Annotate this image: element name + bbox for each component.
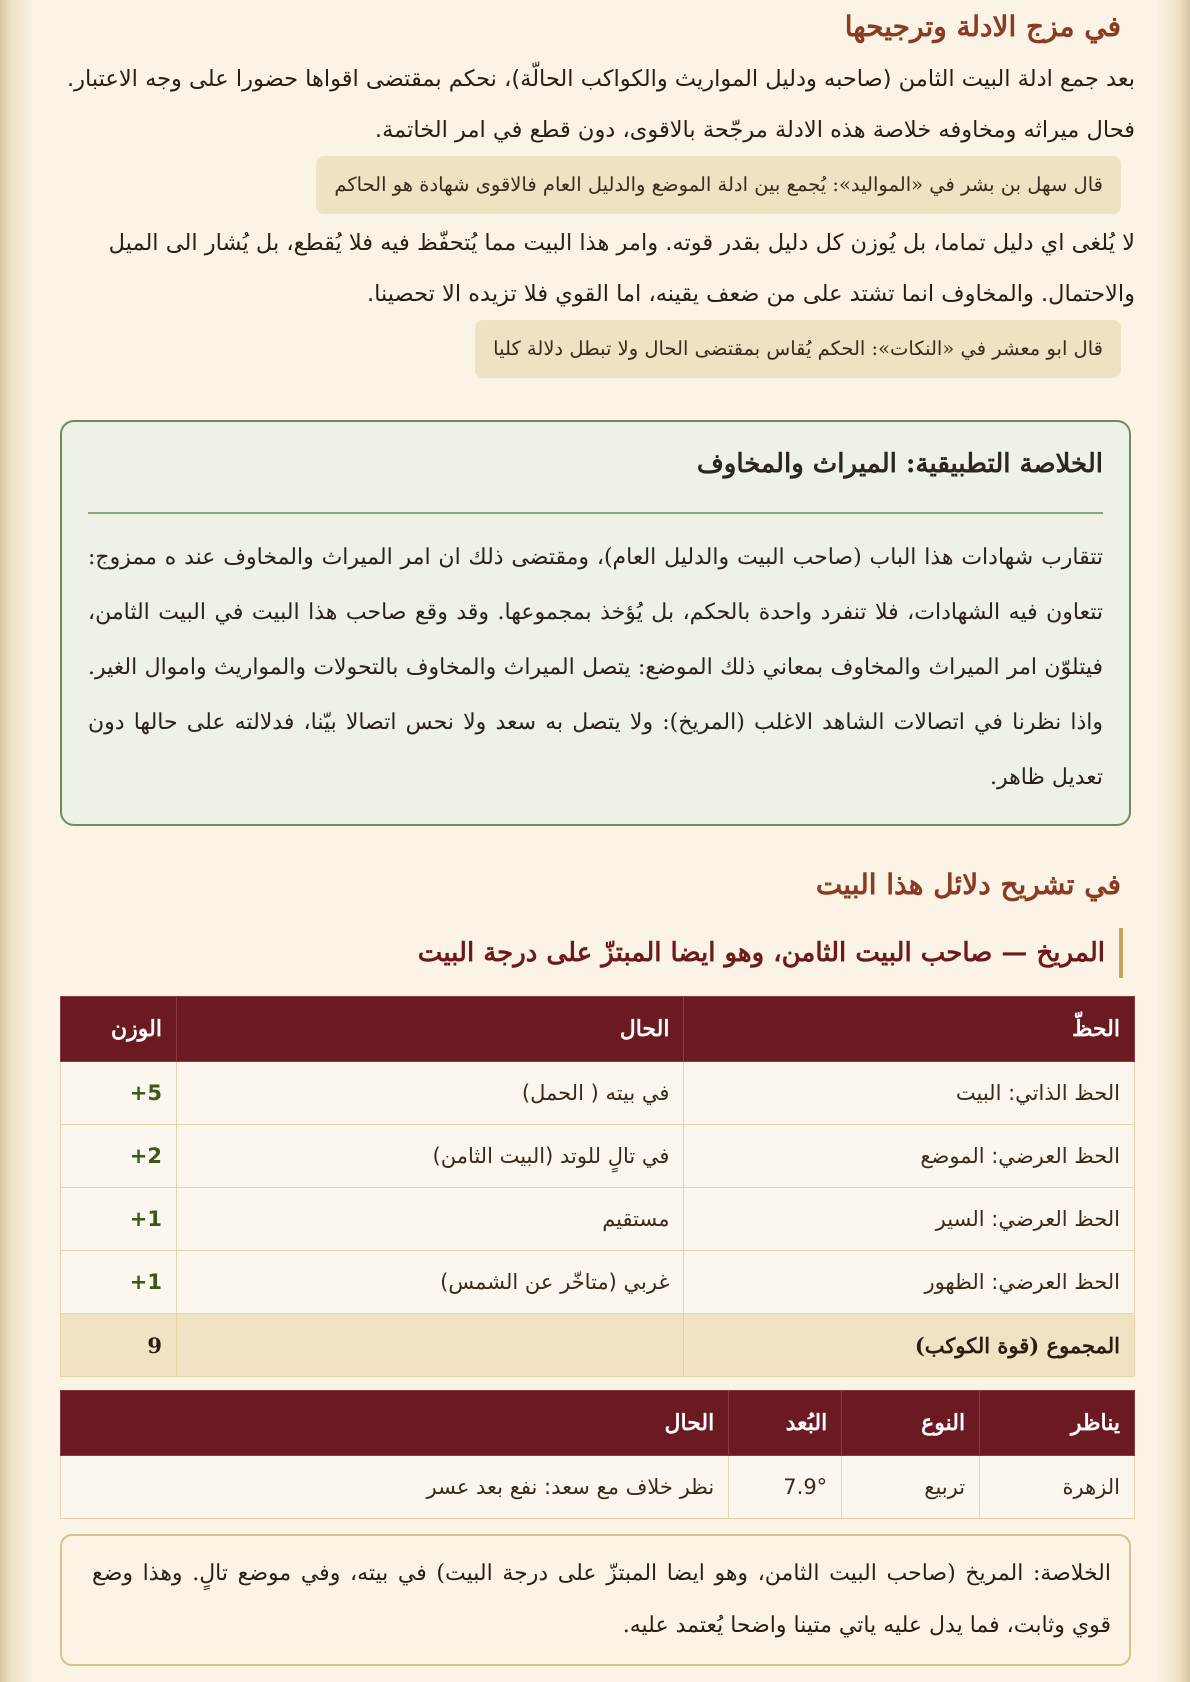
table-row [61,1456,1135,1519]
table-cell: الحظ العرضي: الموضع [684,1125,1135,1188]
table-cell: نظر خلاف مع سعد: نفع بعد عسر [61,1456,729,1519]
column-header: البُعد [729,1391,842,1456]
section-title-analysis: في تشريح دلائل هذا البيت [815,868,1121,901]
conclusion-text: الخلاصة: المريخ (صاحب البيت الثامن، وهو ايضا المبتزّ على درجة البيت) في بيته، وفي موضع تالٍ. وهذا وضع قوي وثابت، فما يدل عليه ياتي متينا واضحا يُعتمد عليه. [92,1561,1111,1638]
column-header: الوزن [61,997,177,1062]
dignity-table [60,996,1135,1377]
weight-cell: 1+ [61,1188,177,1251]
table-cell: غربي (متاخّر عن الشمس) [176,1251,683,1314]
conclusion-box [60,1534,1131,1666]
total-value: 9 [61,1314,177,1377]
applied-summary-title: الخلاصة التطبيقية: الميراث والمخاوف [696,449,1103,479]
table-cell: الحظ الذاتي: البيت [684,1062,1135,1125]
aspect-table-header [61,1391,1135,1456]
quote-abu-mashar: قال ابو معشر في «النكات»: الحكم يُقاس بمقتضى الحال ولا تبطل دلالة كليا [475,320,1121,378]
table-cell: الحظ العرضي: السير [684,1188,1135,1251]
table-cell: الحظ العرضي: الظهور [684,1251,1135,1314]
paragraph-1 [60,54,1135,214]
table-cell-empty [176,1314,683,1377]
table-cell: في بيته ( الحمل) [176,1062,683,1125]
column-header: يناظر [980,1391,1135,1456]
applied-summary-box [60,420,1131,826]
total-row [61,1314,1135,1377]
planet-subtitle: المريخ — صاحب البيت الثامن، وهو ايضا المبتزّ على درجة البيت [418,928,1123,978]
table-row [61,1188,1135,1251]
divider [88,512,1103,514]
paragraph-2 [60,218,1135,378]
table-row [61,1062,1135,1125]
column-header: الحظّ [684,997,1135,1062]
table-cell: الزهرة [980,1456,1135,1519]
table-cell: مستقيم [176,1188,683,1251]
aspect-table [60,1390,1135,1519]
content [60,0,1135,1682]
table-cell: تربيع [842,1456,980,1519]
applied-summary-text: تتقارب شهادات هذا الباب (صاحب البيت والدليل العام)، ومقتضى ذلك ان امر الميراث والمخاوف عند ه ممزوج: تتعاون فيه الشهادات، فلا تنفرد واحدة بالحكم، بل يُؤخذ بمجموعها. وقد وقع صاحب هذا البيت في البيت الثامن، فيتلوّن امر الميراث والمخاوف بمعاني ذلك الموضع: يتصل الميراث والمخاوف بالتحولات والمواريث واموال الغير. واذا نظرنا في اتصالات الشاهد الاغلب (المريخ): ولا يتصل به سعد ولا نحس اتصالا بيّنا، فدلالته على حالها دون تعديل ظاهر. [88,545,1103,790]
table-row [61,1251,1135,1314]
column-header: النوع [842,1391,980,1456]
quote-sahl: قال سهل بن بشر في «المواليد»: يُجمع بين ادلة الموضع والدليل العام فالاقوى شهادة هو الحاكم [316,156,1121,214]
total-label: المجموع (قوة الكوكب) [684,1314,1135,1377]
table-cell: 7.9° [729,1456,842,1519]
weight-cell: 5+ [61,1062,177,1125]
column-header: الحال [61,1391,729,1456]
paragraph-2-text: لا يُلغى اي دليل تماما، بل يُوزن كل دليل بقدر قوته. وامر هذا البيت مما يُتحفّظ فيه فلا يُقطع، بل يُشار الى الميل والاحتمال. والمخاوف انما تشتد على من ضعف يقينه، اما القوي فلا تزيده الا تحصينا. [108,230,1135,307]
table-row [61,1125,1135,1188]
column-header: الحال [176,997,683,1062]
section-title-mixing-evidence: في مزج الادلة وترجيحها [844,10,1121,43]
paragraph-1-text: بعد جمع ادلة البيت الثامن (صاحبه ودليل المواريث والكواكب الحالّة)، نحكم بمقتضى اقواها حضورا على وجه الاعتبار. فحال ميراثه ومخاوفه خلاصة هذه الادلة مرجّحة بالاقوى، دون قطع في امر الخاتمة. [66,66,1135,143]
weight-cell: 1+ [61,1251,177,1314]
dignity-table-header [61,997,1135,1062]
table-cell: في تالٍ للوتد (البيت الثامن) [176,1125,683,1188]
weight-cell: 2+ [61,1125,177,1188]
